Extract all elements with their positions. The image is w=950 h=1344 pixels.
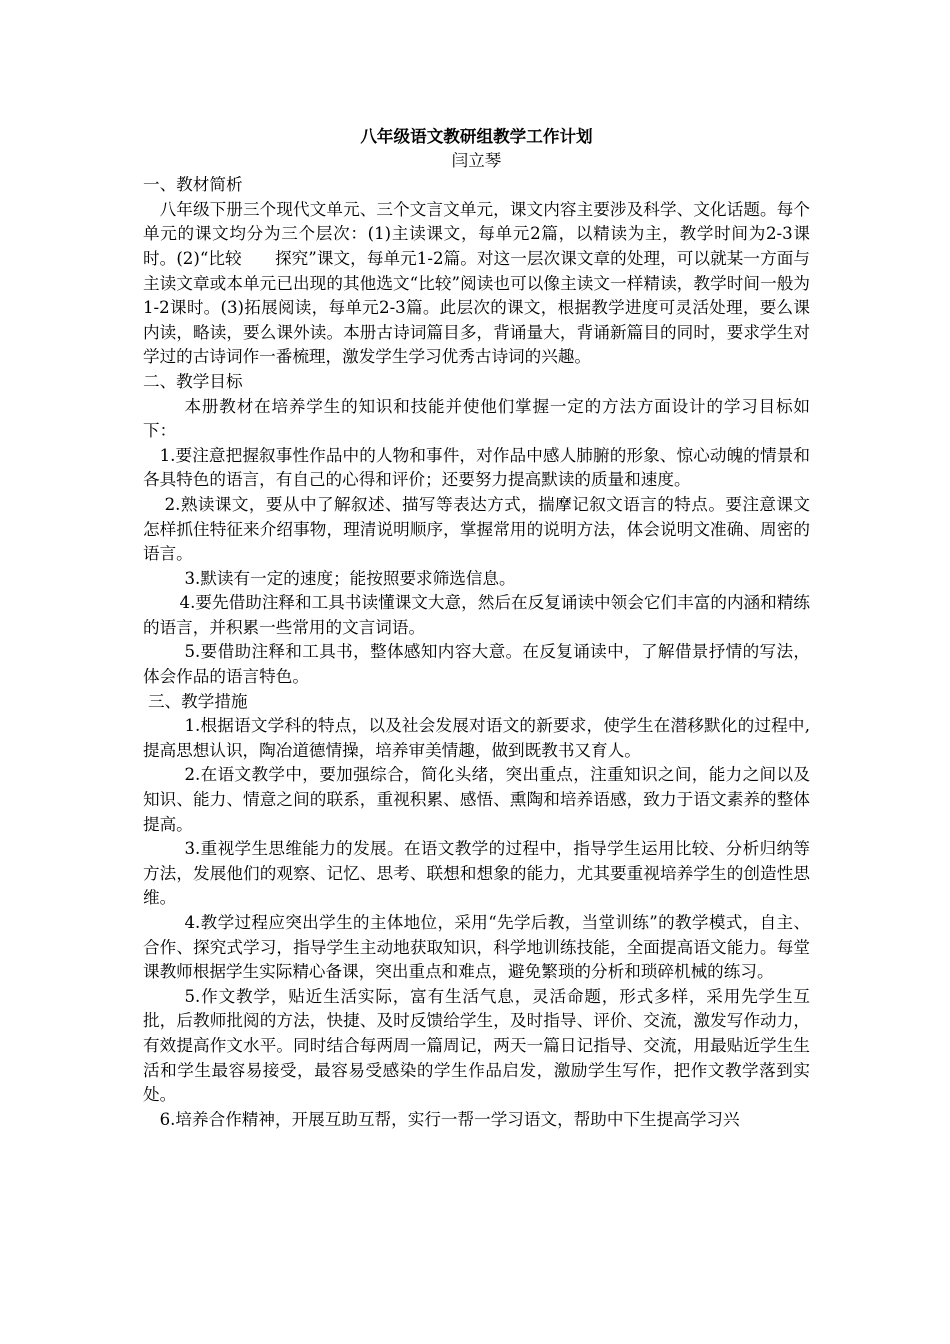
section-heading-3: 三、教学措施 — [147, 691, 248, 711]
document-body — [143, 124, 810, 1132]
section-heading-1: 一、教材简析 — [143, 175, 243, 195]
paragraph: 八年级下册三个现代文单元、三个文言文单元，课文内容主要涉及科学、文化话题。每个单元的课文均分为三个层次：(1)主读课文，每单元2篇，以精读为主，教学时间为2-3课时。(2)“比较 探究”课文，每单元1-2篇。对这一层次课文章的处理，可以就某一方面与主读文章或本单元已出现的其他选文“比较”阅读也可以像主读文一样精读，教学时间一般为1-2课时。(3)拓展阅读，每单元2-3篇。此层次的课文，根据教学进度可灵活处理，要么课内读，略读，要么课外读。本册古诗词篇目多，背诵量大，背诵新篇目的同时，要求学生对学过的古诗词作一番梳理，激发学生学习优秀古诗词的兴趣。 — [143, 199, 810, 367]
paragraph: 3.重视学生思维能力的发展。在语文教学的过程中，指导学生运用比较、分析归纳等方法，发展他们的观察、记忆、思考、联想和想象的能力，尤其要重视培养学生的创造性思维。 — [143, 839, 810, 908]
paragraph: 1.根据语文学科的特点，以及社会发展对语文的新要求，使学生在潜移默化的过程中,提高思想认识，陶冶道德情操，培养审美情趣，做到既教书又育人。 — [143, 716, 810, 760]
paragraph: 5.作文教学，贴近生活实际，富有生活气息，灵活命题，形式多样，采用先学生互批，后教师批阅的方法，快捷、及时反馈给学生，及时指导、评价、交流，激发写作动力，有效提高作文水平。同时结合每两周一篇周记，两天一篇日记指导、交流，用最贴近学生生活和学生最容易接受，最容易受感染的学生作品启发，激励学生写作，把作文教学落到实处。 — [143, 986, 810, 1105]
document-title: 八年级语文教研组教学工作计划 — [360, 126, 593, 146]
paragraph: 3.默读有一定的速度；能按照要求筛选信息。 — [184, 568, 516, 588]
paragraph: 6.培养合作精神，开展互助互帮，实行一帮一学习语文，帮助中下生提高学习兴 — [159, 1109, 740, 1129]
paragraph: 5.要借助注释和工具书，整体感知内容大意。在反复诵读中，了解借景抒情的写法，体会作品的语言特色。 — [143, 642, 810, 687]
paragraph: 2.熟读课文，要从中了解叙述、描写等表达方式，揣摩记叙文语言的特点。要注意课文怎样抓住特征来介绍事物，理清说明顺序，掌握常用的说明方法，体会说明文准确、周密的语言。 — [143, 494, 810, 564]
section-heading-2: 二、教学目标 — [143, 371, 243, 391]
paragraph: 本册教材在培养学生的知识和技能并使他们掌握一定的方法方面设计的学习目标如下： — [143, 396, 810, 441]
paragraph: 4.要先借助注释和工具书读懂课文大意，然后在反复诵读中领会它们丰富的内涵和精练的语言，并积累一些常用的文言词语。 — [143, 593, 810, 637]
paragraph: 1.要注意把握叙事性作品中的人物和事件，对作品中感人肺腑的形象、惊心动魄的情景和各具特色的语言，有自己的心得和评价；还要努力提高默读的质量和速度。 — [143, 445, 810, 490]
paragraph: 4.教学过程应突出学生的主体地位，采用“先学后教，当堂训练”的教学模式，自主、合作、探究式学习，指导学生主动地获取知识，科学地训练技能，全面提高语文能力。每堂课教师根据学生实际精心备课，突出重点和难点，避免繁琐的分析和琐碎机械的练习。 — [143, 913, 810, 982]
document-author: 闫立琴 — [451, 150, 502, 170]
paragraph: 2.在语文教学中，要加强综合，简化头绪，突出重点，注重知识之间，能力之间以及知识、能力、情意之间的联系，重视积累、感悟、熏陶和培养语感，致力于语文素养的整体提高。 — [143, 765, 810, 834]
